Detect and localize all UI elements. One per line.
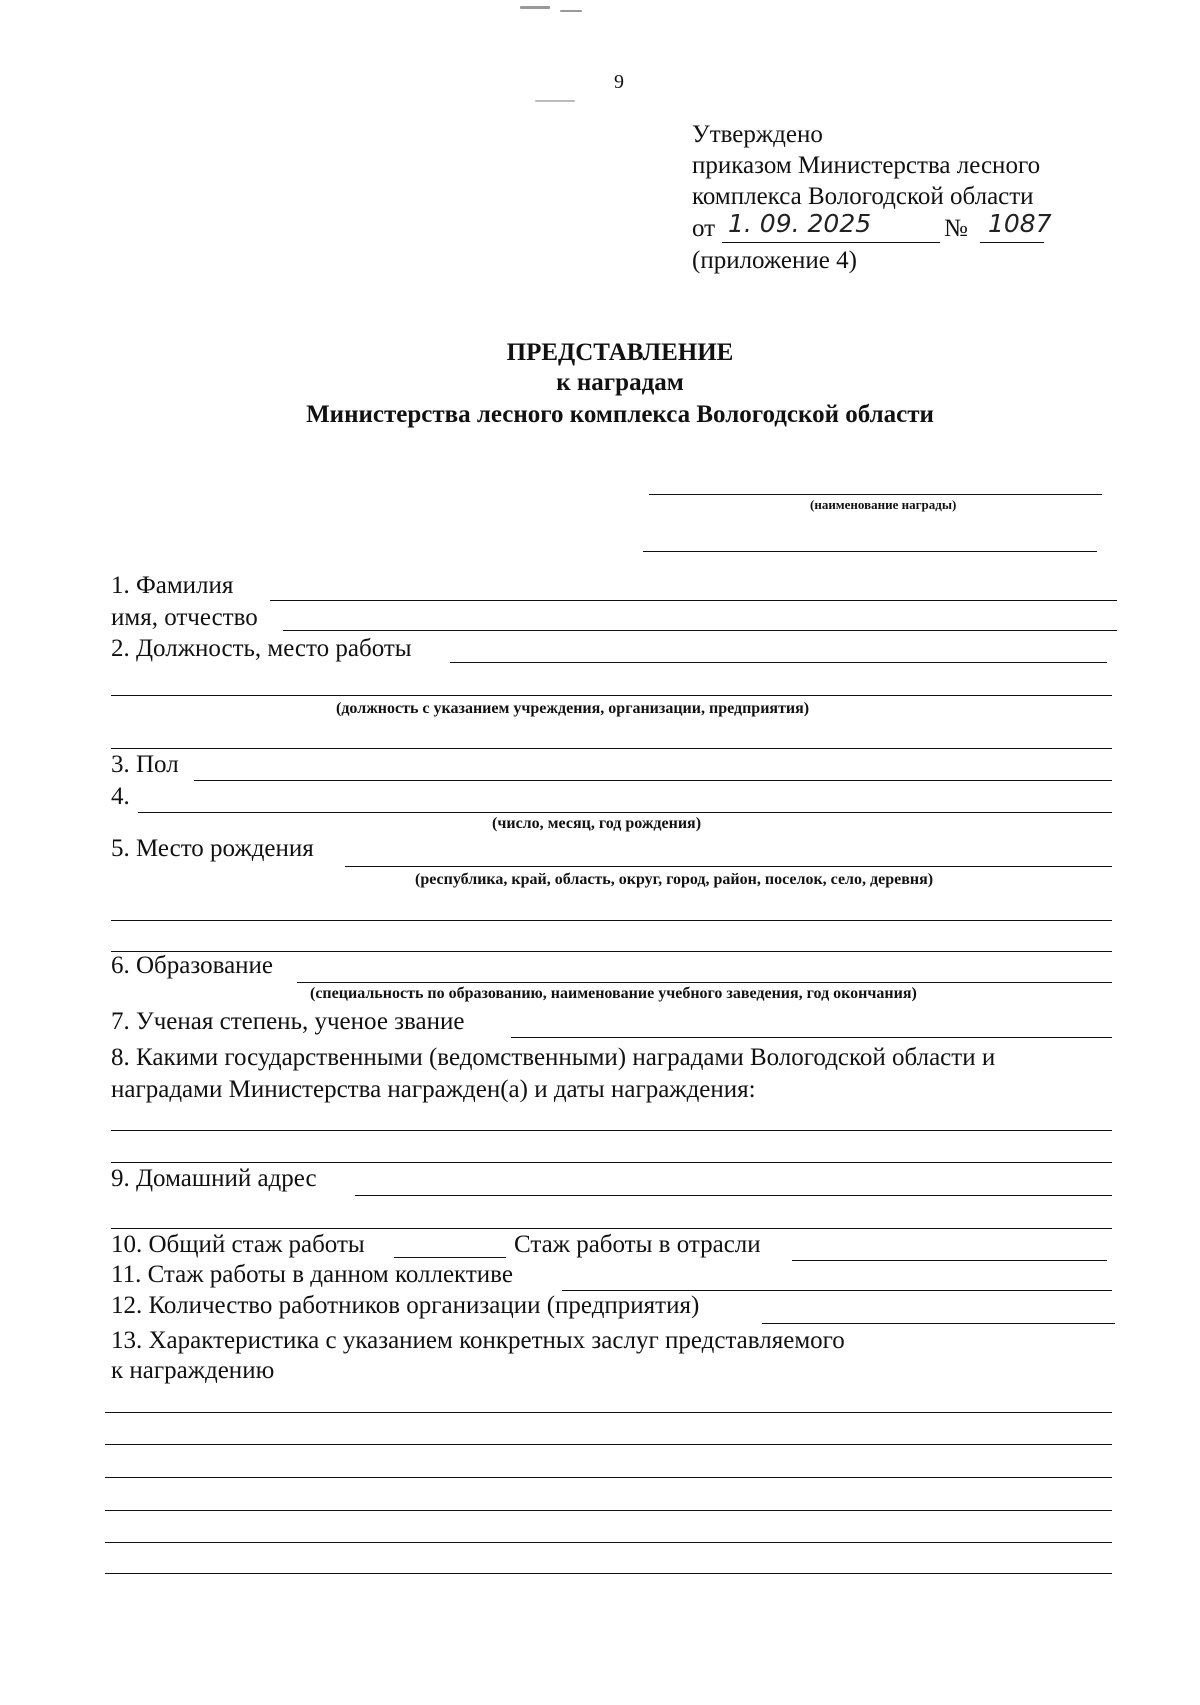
total-experience-line[interactable] [394, 1257, 506, 1258]
industry-experience-line[interactable] [792, 1260, 1107, 1261]
field-total-experience-label: 10. Общий стаж работы [111, 1231, 365, 1258]
education-caption: (специальность по образованию, наименование учебного заведения, год окончания) [310, 985, 917, 1002]
scan-speck [560, 10, 582, 12]
address-line-2[interactable] [111, 1228, 1112, 1229]
field-awards-label-1: 8. Какими государственными (ведомственными) наградами Вологодской области и [111, 1044, 996, 1071]
field-education-label: 6. Образование [111, 952, 274, 979]
field-name-label: имя, отчество [111, 604, 258, 631]
approval-from-label: от [692, 215, 716, 242]
approval-line-3: комплекса Вологодской области [692, 183, 1034, 210]
field-birthplace-label: 5. Место рождения [111, 835, 314, 862]
approval-appendix: (приложение 4) [692, 247, 857, 274]
approval-number-label: № [944, 215, 968, 242]
position-line-2[interactable] [111, 695, 1112, 696]
field-awards-label-2: наградами Министерства награжден(а) и даты награждения: [111, 1076, 756, 1103]
scan-speck [520, 6, 550, 9]
characteristic-line-3[interactable] [105, 1477, 1112, 1478]
award-name-line [649, 494, 1102, 495]
characteristic-line-5[interactable] [105, 1542, 1112, 1543]
approval-date: 1. 09. 2025 [728, 209, 872, 238]
approval-number-line [980, 242, 1044, 243]
birthplace-line[interactable] [345, 866, 1112, 867]
field-characteristic-label-1: 13. Характеристика с указанием конкретных заслуг представляемого [111, 1327, 845, 1354]
education-line[interactable] [297, 982, 1112, 983]
field-address-label: 9. Домашний адрес [111, 1165, 317, 1192]
awards-line-1[interactable] [111, 1130, 1112, 1131]
position-line[interactable] [450, 662, 1107, 663]
approval-date-line [722, 242, 940, 243]
degree-line[interactable] [511, 1037, 1112, 1038]
document-subtitle: к наградам [556, 369, 684, 396]
characteristic-line-4[interactable] [105, 1510, 1112, 1511]
field-team-experience-label: 11. Стаж работы в данном коллективе [111, 1261, 513, 1288]
award-name-line-2 [643, 551, 1097, 552]
birthdate-line[interactable] [138, 812, 1112, 813]
field-surname-label: 1. Фамилия [111, 572, 234, 599]
page-number: 9 [614, 71, 624, 93]
position-caption: (должность с указанием учреждения, организации, предприятия) [336, 700, 810, 717]
field-characteristic-label-2: к награждению [111, 1357, 275, 1384]
field-sex-label: 3. Пол [111, 751, 179, 778]
characteristic-line-6[interactable] [105, 1573, 1112, 1574]
characteristic-line-1[interactable] [105, 1412, 1112, 1413]
sex-line[interactable] [194, 780, 1112, 781]
award-name-caption: (наименование награды) [810, 497, 957, 512]
birthplace-line-2[interactable] [111, 920, 1112, 921]
employee-count-line[interactable] [762, 1323, 1115, 1324]
birthplace-caption: (республика, край, область, округ, город, район, поселок, село, деревня) [415, 871, 934, 888]
team-experience-line[interactable] [562, 1290, 1112, 1291]
address-line[interactable] [355, 1195, 1112, 1196]
awards-line-2[interactable] [111, 1162, 1112, 1163]
approval-line-2: приказом Министерства лесного [692, 152, 1041, 179]
approval-line-1: Утверждено [692, 121, 823, 148]
document-title: ПРЕДСТАВЛЕНИЕ [506, 339, 734, 366]
document-title-ministry: Министерства лесного комплекса Вологодской области [306, 401, 934, 428]
birthdate-caption: (число, месяц, год рождения) [492, 815, 702, 832]
field-position-label: 2. Должность, место работы [111, 635, 412, 662]
approval-number: 1087 [988, 209, 1052, 238]
position-line-3[interactable] [111, 748, 1112, 749]
field-industry-experience-label: Стаж работы в отрасли [514, 1231, 761, 1258]
field-employee-count-label: 12. Количество работников организации (предприятия) [111, 1292, 700, 1319]
surname-line[interactable] [270, 600, 1117, 601]
name-line[interactable] [283, 630, 1117, 631]
field-birthdate-label: 4. [111, 783, 130, 810]
scan-speck [535, 100, 575, 102]
characteristic-line-2[interactable] [105, 1444, 1112, 1445]
field-degree-label: 7. Ученая степень, ученое звание [111, 1008, 465, 1035]
